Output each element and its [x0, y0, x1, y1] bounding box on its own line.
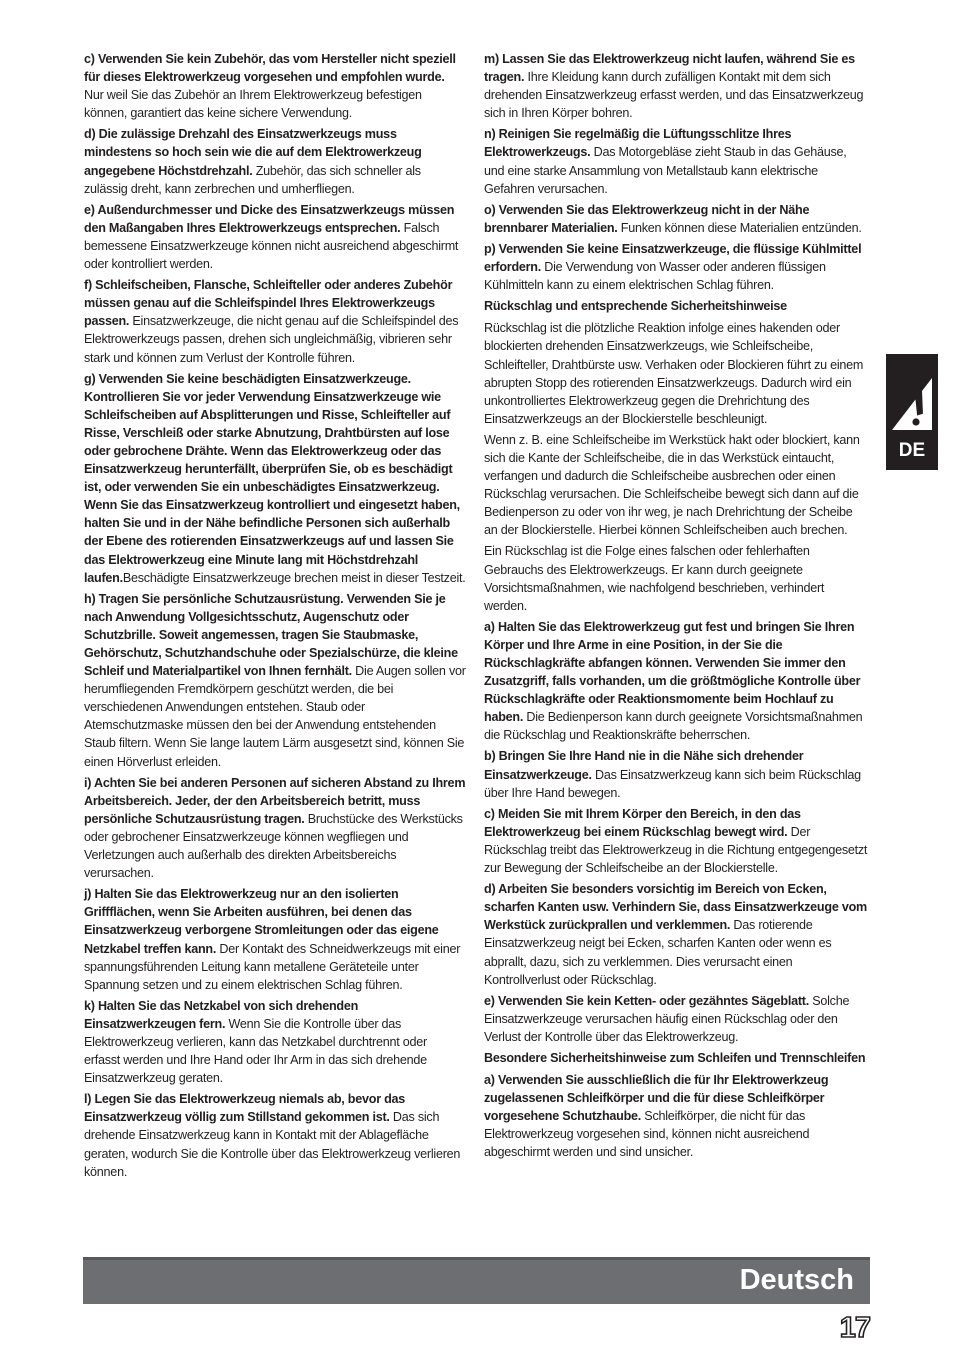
paragraph-c: c) Verwenden Sie kein Zubehör, das vom Hersteller nicht speziell für dieses Elektrowerkzeug vorgesehen und empfohlen wurde. Nur weil Sie das Zubehör an Ihrem Elektrowerkzeug befestigen können, garantiert das keine sichere Verwendung.: [84, 52, 456, 121]
paragraph-d: d) Die zulässige Drehzahl des Einsatzwerkzeugs muss mindestens so hoch sein wie die auf dem Elektrowerkzeug angegebene Höchstdrehzahl. Zubehör, das sich schneller als zulässig dreht, kann zerbrechen und umherfliegen.: [84, 127, 422, 196]
paragraph-h: h) Tragen Sie persönliche Schutzausrüstung. Verwenden Sie je nach Anwendung Vollgesichtsschutz, Augenschutz oder Schutzbrille. Soweit angemessen, tragen Sie Staubmaske, Gehörschutz, Schutzhandschuhe oder Spezialschürze, die kleine Schleif und Materialpartikel von Ihnen fernhält. Die Augen sollen vor herumfliegenden Fremdkörpern geschützt werden, die bei verschiedenen Anwendungen entstehen. Staub oder Atemschutzmaske müssen den bei der Anwendung entstehenden Staub filtern. Wenn Sie lange lautem Lärm ausgesetzt sind, können Sie einen Hörverlust erleiden.: [84, 591, 466, 769]
paragraph-f: f) Schleifscheiben, Flansche, Schleifteller oder anderes Zubehör müssen genau auf die Schleifspindel Ihres Elektrowerkzeugs passen. Einsatzwerkzeuge, die nicht genau auf die Schleifspindel des Elektrowerkzeugs passen, drehen sich ungleichmäßig, vibrieren sehr stark und können zum Verlust der Kontrolle führen.: [84, 278, 459, 365]
paragraph-e: e) Außendurchmesser und Dicke des Einsatzwerkzeugs müssen den Maßangaben Ihres Elektrowerkzeugs entsprechen. Falsch bemessene Einsatzwerkzeuge können nicht ausreichend abgeschirmt oder kontrolliert werden.: [84, 202, 459, 272]
paragraph-kickback-b: b) Bringen Sie Ihre Hand nie in die Nähe sich drehender Einsatzwerkzeuge. Das Einsatzwerkzeug kann sich beim Rückschlag über Ihre Hand bewegen.: [484, 749, 861, 800]
paragraph-grinding-a: a) Verwenden Sie ausschließlich die für Ihr Elektrowerkzeug zugelassenen Schleifkörper und die für diese Schleifkörper vorgesehene Schutzhaube. Schleifkörper, die nicht für das Elektrowerkzeug vorgesehen sind, können nicht ausreichend abgeschirmt werden und sind unsicher.: [484, 1073, 829, 1160]
paragraph-kickback-a: a) Halten Sie das Elektrowerkzeug gut fest und bringen Sie Ihren Körper und Ihre Arme in eine Position, in der Sie die Rückschlagkräfte abfangen können. Verwenden Sie immer den Zusatzgriff, falls vorhanden, um die größtmögliche Kontrolle über Rückschlagkräfte oder Reaktionsmomente beim Hochlauf zu haben. Die Bedienperson kann durch geeignete Vorsichtsmaßnahmen die Rückschlag und Reaktionskräfte beherrschen.: [484, 619, 863, 743]
language-code: DE: [898, 440, 926, 461]
paragraph-o: o) Verwenden Sie das Elektrowerkzeug nicht in der Nähe brennbarer Materialien. Funken können diese Materialien entzünden.: [484, 202, 862, 235]
paragraph-i: i) Achten Sie bei anderen Personen auf sicheren Abstand zu Ihrem Arbeitsbereich. Jeder, der den Arbeitsbereich betritt, muss persönliche Schutzausrüstung tragen. Bruchstücke des Werkstücks oder gebrochener Einsatzwerkzeuge können wegfliegen und Verletzungen auch außerhalb des direkten Arbeitsbereichs verursachen.: [84, 775, 466, 881]
warning-icon: [890, 364, 934, 436]
paragraph-kickback-intro: Rückschlag ist die plötzliche Reaktion infolge eines hakenden oder blockierten drehenden Einsatzwerkzeugs, wie Schleifscheibe, Schleifteller, Drahtbürste usw. Verhaken oder Blockieren führt zu einem abrupten Stopp des rotierenden Einsatzwerkzeugs. Dadurch wird ein unkontrolliertes Elektrowerkzeug gegen die Drehrichtung des Einsatzwerkzeugs an der Blockierstelle beschleunigt.: [484, 321, 864, 426]
paragraph-n: n) Reinigen Sie regelmäßig die Lüftungsschlitze Ihres Elektrowerkzeugs. Das Motorgebläse zieht Staub in das Gehäuse, und eine starke Ansammlung von Metallstaub kann elektrische Gefahren verursachen.: [484, 127, 847, 196]
left-column: [84, 50, 466, 1184]
section-heading-grinding: Besondere Sicherheitshinweise zum Schleifen und Trennschleifen: [484, 1050, 866, 1065]
paragraph-k: k) Halten Sie das Netzkabel von sich drehenden Einsatzwerkzeugen fern. Wenn Sie die Kontrolle über das Elektrowerkzeug verlieren, kann das Netzkabel durchtrennt oder erfasst werden und Ihre Hand oder Ihr Arm in das sich drehende Einsatzwerkzeug geraten.: [84, 998, 427, 1086]
paragraph-kickback-d: d) Arbeiten Sie besonders vorsichtig im Bereich von Ecken, scharfen Kanten usw. Verhindern Sie, dass Einsatzwerkzeuge vom Werkstück zurückprallen und verklemmen. Das rotierende Einsatzwerkzeug neigt bei Ecken, scharfen Kanten oder wenn es abprallt, dazu, sich zu verklemmen. Dies verursacht einen Kontrollverlust oder Rückschlag.: [484, 882, 867, 987]
language-side-tab: [886, 354, 938, 470]
paragraph-p: p) Verwenden Sie keine Einsatzwerkzeuge, die flüssige Kühlmittel erfordern. Die Verwendung von Wasser oder anderen flüssigen Kühlmitteln kann zu einem elektrischen Schlag führen.: [484, 241, 862, 293]
right-column: [484, 50, 868, 1165]
paragraph-l: l) Legen Sie das Elektrowerkzeug niemals ab, bevor das Einsatzwerkzeug völlig zum Stillstand gekommen ist. Das sich drehende Einsatzwerkzeug kann in Kontakt mit der Ablagefläche geraten, wodurch Sie die Kontrolle über das Elektrowerkzeug verlieren können.: [84, 1092, 461, 1179]
paragraph-g: g) Verwenden Sie keine beschädigten Einsatzwerkzeuge. Kontrollieren Sie vor jeder Verwendung Einsatzwerkzeuge wie Schleifscheiben auf Absplitterungen und Risse, Schleifteller auf Risse, Verschleiß oder starke Abnutzung, Drahtbürsten auf lose oder gebrochene Drähte. Wenn das Elektrowerkzeug oder das Einsatzwerkzeug herunterfällt, überprüfen Sie, ob es beschädigt ist, oder verwenden Sie ein unbeschädigtes Einsatzwerkzeug. Wenn Sie das Einsatzwerkzeug kontrolliert und eingesetzt haben, halten Sie und in der Nähe befindliche Personen sich außerhalb der Ebene des rotierenden Einsatzwerkzeugs auf und lassen Sie das Elektrowerkzeug eine Minute lang mit Höchstdrehzahl laufen.Beschädigte Einsatzwerkzeuge brechen meist in dieser Testzeit.: [84, 371, 466, 585]
section-heading-kickback: Rückschlag und entsprechende Sicherheitshinweise: [484, 299, 787, 314]
paragraph-j: j) Halten Sie das Elektrowerkzeug nur an den isolierten Griffflächen, wenn Sie Arbeiten ausführen, bei denen das Einsatzwerkzeug verborgene Stromleitungen oder das eigene Netzkabel treffen kann. Der Kontakt des Schneidwerkzeugs mit einer spannungsführenden Leitung kann metallene Geräteteile unter Spannung setzen und zu einem elektrischen Schlag führen.: [84, 887, 461, 992]
page-number: 17: [839, 1312, 870, 1344]
paragraph-kickback-cause: Ein Rückschlag ist die Folge eines falschen oder fehlerhaften Gebrauchs des Elektrowerkzeugs. Er kann durch geeignete Vorsichtsmaßnahmen, wie nachfolgend beschrieben, verhindert werden.: [484, 544, 825, 613]
paragraph-kickback-example: Wenn z. B. eine Schleifscheibe im Werkstück hakt oder blockiert, kann sich die Kante der Schleifscheibe, die in das Werkstück eintaucht, verfangen und dadurch die Schleifscheibe ausbrechen oder einen Rückschlag verursachen. Die Schleifscheibe bewegt sich dann auf die Bedienperson zu oder von ihr weg, je nach Drehrichtung der Scheibe an der Blockierstelle. Hierbei können Schleifscheiben auch brechen.: [484, 432, 860, 538]
paragraph-m: m) Lassen Sie das Elektrowerkzeug nicht laufen, während Sie es tragen. Ihre Kleidung kann durch zufälligen Kontakt mit dem sich drehenden Einsatzwerkzeug erfasst werden, und das Einsatzwerkzeug sich in Ihren Körper bohren.: [484, 52, 864, 121]
footer-language-bar: [83, 1257, 870, 1304]
footer-title: Deutsch: [739, 1264, 854, 1296]
paragraph-kickback-c: c) Meiden Sie mit Ihrem Körper den Bereich, in den das Elektrowerkzeug bei einem Rückschlag bewegt wird. Der Rückschlag treibt das Elektrowerkzeug in die Richtung entgegengesetzt zur Bewegung der Schleifscheibe an der Blockierstelle.: [484, 806, 868, 876]
paragraph-kickback-e: e) Verwenden Sie kein Ketten- oder gezähntes Sägeblatt. Solche Einsatzwerkzeuge verursachen häufig einen Rückschlag oder den Verlust der Kontrolle über das Elektrowerkzeug.: [484, 993, 850, 1044]
